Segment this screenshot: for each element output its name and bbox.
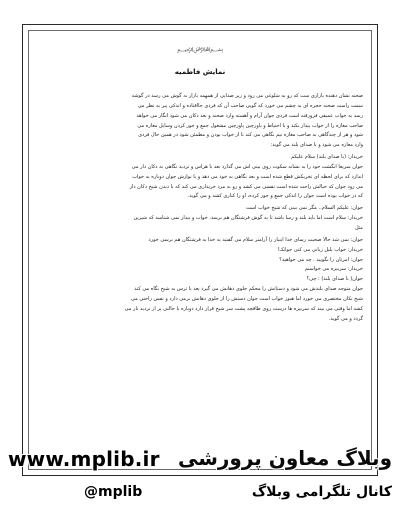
body-line: جوان( با صدای بلند) : چی؟ [306,276,363,283]
body-line: جوان: علیکم السلام.. مگر نمی بینی که شیخ خواب است [245,205,363,212]
body-line: جوان متوجه صدای بلندش می شود و دستانش را محکم جلوی دهانش می گیرد بعد با ترس به شیخ نگاه می کند [134,286,363,293]
body-line: جوان: نمی شد حالا صحبت رسای خدا اینبار را آرامتر سلام می گفتید به خدا به فرشتگان هم برسی خورد [148,236,363,243]
footer-title: وبلاگ معاون پرورشی [177,446,392,470]
body-line: جوان سریعا انگشت خود را به نشانه سکوت روی بینی اش می گذارد بعد با هراس و تردید نگاهی به دکان دار می [131,163,363,170]
document-title: نمایش فاطمیه [174,68,226,76]
body-line: خریدار: خواب بلبل زبانی می کنی جوانک! [277,246,363,253]
body-line: که در خواب بوده است جوان را اندکی جمع و جور کرده، او را کناری کشد و می گوید. [187,193,363,200]
footer-channel: کانال تلگرامی وبلاگ [251,484,392,500]
body-line: جوان: امرتان را بگویید . چه می خواهید؟ [279,256,363,263]
body-line: شود و هر از چندگاهی به صاحب مغازه نیم نگاهی می کند تا از خواب بودن و مطمئن شود در همین حال فردی [138,132,363,139]
body-line: گردد و می گوید. [328,315,363,322]
body-line: وارد مغازه می شود و با صدای بلند می گوید: [270,142,363,149]
body-line: خریدار: (با صدای بلند) سلام علیکم [291,154,363,161]
header-mark: ﷽ [176,46,224,53]
body-line: خریدار: سلام است اما باید بلند و رسا باشد تا به گوش فرشتگان هم برسد. خواب و بیدار نمی شناسد که شیرین [133,215,363,222]
body-line: صاحب مغازه را از خواب بیدار نکند و با احتیاط و پاورچین پاورچین مشغول جمع و جور کردن وسایل مغازه می [137,122,363,129]
footer-banner [0,440,400,517]
body-line: می رود جوان که خیالش راحت شده است نفسی می کشد و رو به مرد خریداری می کند که با دیدن شیخ دکان دار [129,183,363,190]
body-line: اندازد که برای لحظه ای تحریکش قطع شده است و بعد نگاهی به خود می دهد و با نوازش جوان دوباره به خواب [132,173,363,180]
document-page [22,24,378,476]
footer-handle: @mplib [84,484,143,500]
body-line: رسد به خواب عمیقی فرورفته است فردی جوان آرام و آهسته وارد صحنه و بعد دکان می شود انگار می خواهد [136,112,363,119]
body-line: سمت راست صحنه حجره ای به چشم می خورد که گویی صاحب آن که فردی جاافتاده و اندکی پیر به نظر می [137,102,363,109]
body-text [43,92,363,324]
body-line: کشد اما وقتی می بیند که سربیزه ها درست روی طاقچه پشت سر شیخ قرار دارد دوباره با حالتی پر از تردید نار می [124,305,363,312]
body-line: خریدار: سربیزه می خواستم [304,266,363,273]
body-line: شیخ تکان مختصری می خورد اما هنوز خواب است جوان دستش را از جلوی دهانش برمی دارد و نفس راحتی می [130,295,363,302]
footer-url: www.mplib.ir [8,447,160,471]
body-line: صحنه نشان دهنده بازاری ست که رو به شلوغی می رود و زیر صدایی از همهمه بازار به گوش می رسد در گوشه [131,93,363,99]
body-line: مثل [355,224,363,231]
